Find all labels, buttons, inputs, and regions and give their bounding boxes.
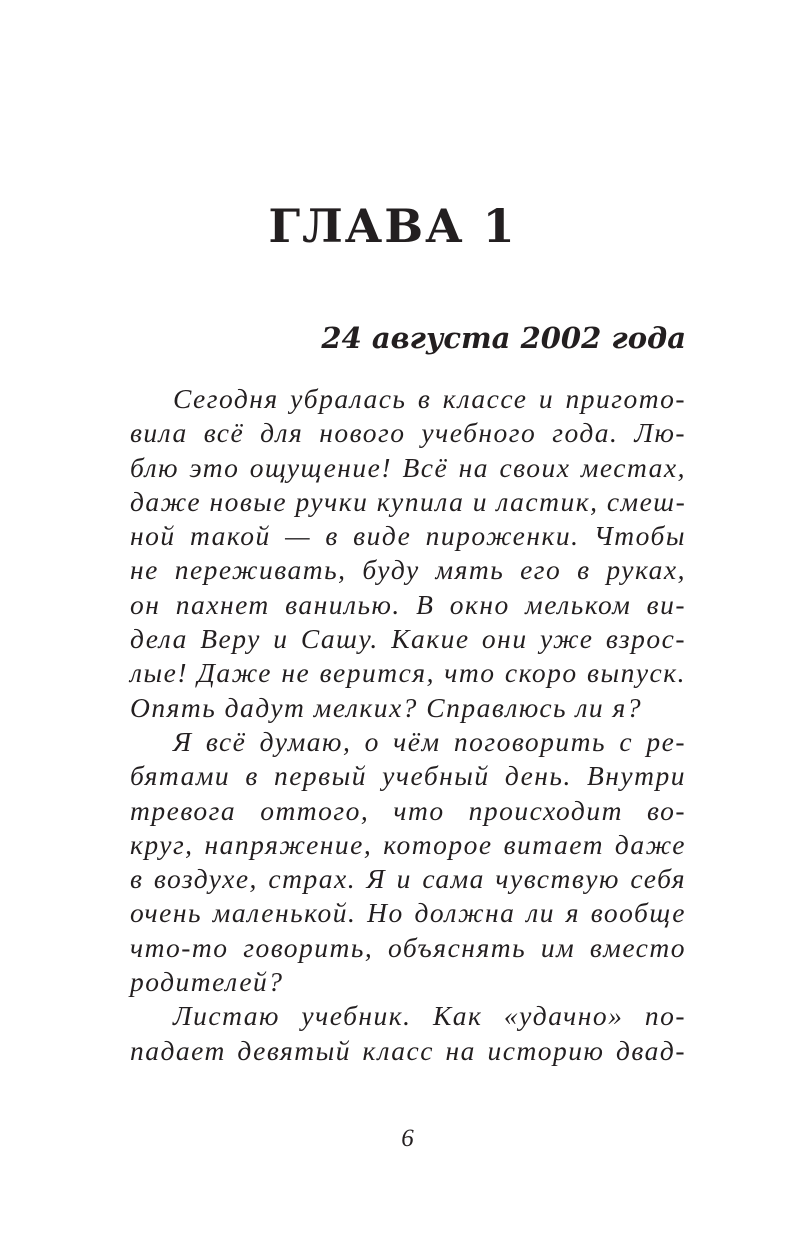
text-line: Опять дадут мелких? Справлюсь ли я? — [130, 691, 643, 723]
text-line: в воздухе, страх. Я и сама чувствую себя — [130, 863, 686, 895]
text-line: родителей? — [130, 966, 284, 998]
text-line: лые! Даже не верится, что скоро выпуск. — [130, 657, 686, 689]
text-line: очень маленькой. Но должна ли я вообще — [130, 897, 686, 929]
text-line: падает девятый класс на историю двад- — [130, 1034, 686, 1066]
text-line: блю это ощущение! Всё на своих местах, — [130, 451, 686, 483]
text-line: Листаю учебник. Как «удачно» по- — [173, 1000, 686, 1032]
text-line: бятами в первый учебный день. Внутри — [130, 760, 686, 792]
text-line: ной такой — в виде пироженки. Чтобы — [130, 520, 686, 552]
chapter-title: ГЛАВА 1 — [268, 199, 517, 253]
text-line: не переживать, буду мять его в руках, — [130, 554, 686, 586]
text-line: Сегодня убралась в классе и пригото- — [173, 383, 686, 414]
text-line: что-то говорить, объяснять им вместо — [130, 931, 686, 963]
text-line: дела Веру и Сашу. Какие они уже взрос- — [130, 623, 686, 655]
diary-entry-text — [130, 382, 686, 1068]
text-line: вила всё для нового учебного года. Лю- — [130, 417, 686, 449]
diary-entry-date: 24 августа 2002 года — [321, 321, 686, 355]
page-number: 6 — [401, 1125, 414, 1152]
text-line: он пахнет ванилью. В окно мельком ви- — [130, 588, 686, 620]
text-line: тревога оттого, что происходит во- — [130, 794, 686, 826]
text-line: Я всё думаю, о чём поговорить с ре- — [173, 725, 686, 757]
text-line: круг, напряжение, которое витает даже — [130, 828, 686, 860]
text-line: даже новые ручки купила и ластик, смеш- — [130, 485, 687, 517]
